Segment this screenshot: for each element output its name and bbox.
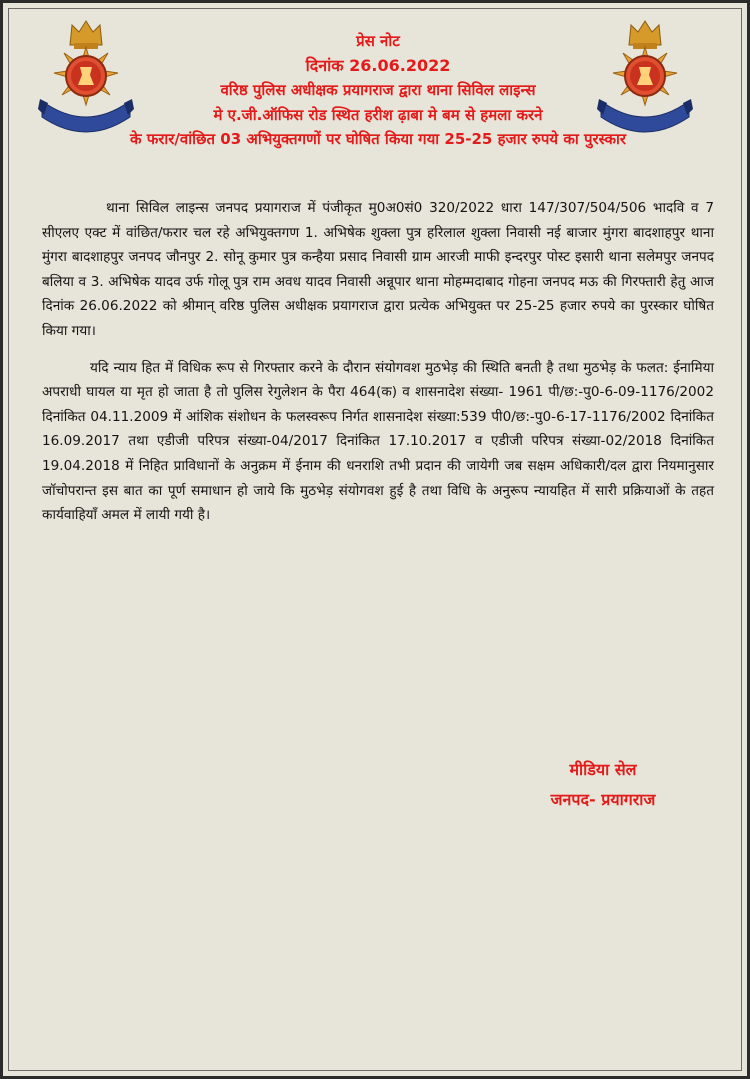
signature-media-cell: मीडिया सेल [569,760,637,779]
press-note-header [43,29,713,152]
signature-district: जनपद- प्रयागराज [550,790,656,809]
press-note-body [42,196,714,528]
page-inner-border [8,8,742,1071]
press-note-date: दिनांक 26.06.2022 [305,55,451,75]
signature-block [473,755,733,815]
body-paragraph-1: थाना सिविल लाइन्स जनपद प्रयागराज में पंजीकृत मु0अ0सं0 320/2022 धारा 147/307/504/506 भादवि व 7 सीएलए एक्ट में वांछित/फरार चल रहे अभियुक्तगण 1. अभिषेक शुक्ला पुत्र हरिलाल शुक्ला निवासी नई बाजार मुंगरा बादशाहपुर थाना मुंगरा बादशाहपुर जनपद जौनपुर 2. सोनू कुमार पुत्र कन्हैया प्रसाद निवासी ग्राम आरजी माफी इन्दरपुर पोस्ट इसारी थाना सलेमपुर जनपद बलिया व 3. अभिषेक यादव उर्फ गोलू पुत्र राम अवध यादव निवासी अन्नूपार थाना मोहम्मदाबाद गोहना जनपद मऊ की गिरफ्तारी हेतु आज दिनांक 26.06.2022 को श्रीमान् वरिष्ठ पुलिस अधीक्षक प्रयागराज द्वारा प्रत्येक अभियुक्त पर 25-25 हजार रुपये का पुरस्कार घोषित किया गया। [42,200,714,339]
headline-line-1: वरिष्ठ पुलिस अधीक्षक प्रयागराज द्वारा थाना सिविल लाइन्स [220,81,536,99]
body-paragraph-2: यदि न्याय हित में विधिक रूप से गिरफ्तार करने के दौरान संयोगवश मुठभेड़ की स्थिति बनती है तथा मुठभेड़ के फलत: ईनामिया अपराधी घायल या मृत हो जाता है तो पुलिस रेगुलेशन के पैरा 464(क) व शासनादेश संख्या- 1961 पी/छ:-पु0-6-09-1176/2002 दिनांकित 04.11.2009 में आंशिक संशोधन के फलस्वरूप निर्गत शासनादेश संख्या:539 पी0/छ:-पु0-6-17-1176/2002 दिनांकित 16.09.2017 तथा एडीजी परिपत्र संख्या-04/2017 दिनांकित 17.10.2017 व एडीजी परिपत्र संख्या-02/2018 दिनांकित 19.04.2018 में निहित प्राविधानों के अनुक्रम में ईनाम की धनराशि तभी प्रदान की जायेगी जब सक्षम अधिकारी/दल द्वारा नियमानुसार जॉचोपरान्त इस बात का पूर्ण समाधान हो जाये कि मुठभेड़ संयोगवश हुई है तथा विधि के अनुरूप न्यायहित में सारी प्रक्रियाओं के तहत कार्यवाहियॉं अमल में लायी गयी है। [42,359,714,524]
press-note-title: प्रेस नोट [356,32,400,50]
headline-line-2: मे ए.जी.ऑफिस रोड स्थित हरीश ढ़ाबा मे बम से हमला करने [213,105,543,124]
headline-line-3: के फरार/वांछित 03 अभियुक्तगणों पर घोषित किया गया 25-25 हजार रुपये का पुरस्कार [129,130,627,148]
